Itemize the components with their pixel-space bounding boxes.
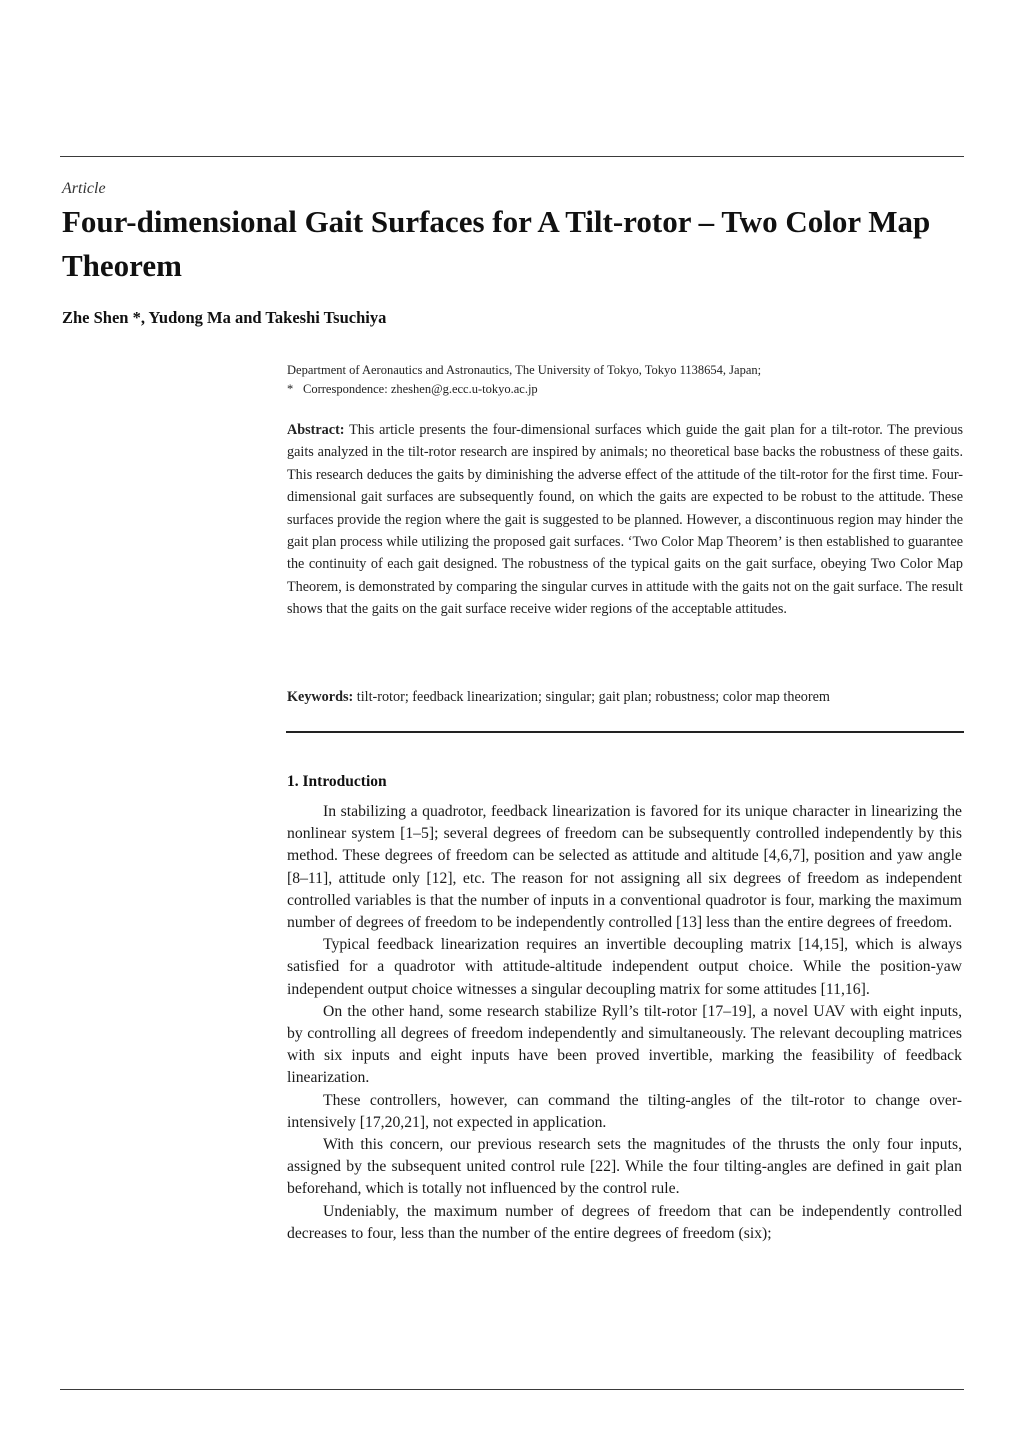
abstract <box>287 419 963 621</box>
affiliation-block <box>287 361 967 399</box>
paragraph: Typical feedback linearization requires an invertible decoupling matrix [14,15], which is always satisfied for a quadrotor with attitude-altitude independent output choice. While the position-yaw independent output choice witnesses a singular decoupling matrix for some attitudes [11,16]. <box>287 936 962 998</box>
correspondence-email: Correspondence: zheshen@g.ecc.u-tokyo.ac.jp <box>303 382 538 396</box>
paragraph: Undeniably, the maximum number of degrees of freedom that can be independently controlled decreases to four, less than the number of the entire degrees of freedom (six); <box>287 1202 962 1242</box>
correspondence <box>287 380 967 399</box>
article-type-label: Article <box>62 180 106 197</box>
keywords-divider <box>286 731 964 733</box>
author-list: Zhe Shen *, Yudong Ma and Takeshi Tsuchiya <box>62 308 387 327</box>
section-heading: 1. Introduction <box>287 773 387 790</box>
paragraph: With this concern, our previous research sets the magnitudes of the thrusts the only four inputs, assigned by the subsequent united control rule [22]. While the four tilting-angles are defined in gait plan beforehand, which is totally not influenced by the control rule. <box>287 1136 962 1198</box>
paragraph: In stabilizing a quadrotor, feedback linearization is favored for its unique character in linearizing the nonlinear system [1–5]; several degrees of freedom can be subsequently controlled independently by this method. These degrees of freedom can be selected as attitude and altitude [4,6,7], position and yaw angle [8–11], attitude only [12], etc. The reason for not assigning all six degrees of freedom as independent controlled variables is that the number of inputs in a conventional quadrotor is four, marking the maximum number of degrees of freedom to be independently controlled [13] less than the entire degrees of freedom. <box>287 803 962 932</box>
footer-rule <box>60 1389 964 1390</box>
keywords-text: tilt-rotor; feedback linearization; singular; gait plan; robustness; color map theorem <box>356 689 830 705</box>
paragraph: On the other hand, some research stabilize Ryll’s tilt-rotor [17–19], a novel UAV with eight inputs, by controlling all degrees of freedom independently and simultaneously. The relevant decoupling matrices with six inputs and eight inputs have been proved invertible, marking the feasibility of feedback linearization. <box>287 1002 962 1087</box>
keywords <box>287 686 967 708</box>
keywords-label: Keywords: <box>287 689 354 705</box>
paragraph: These controllers, however, can command the tilting-angles of the tilt-rotor to change over-intensively [17,20,21], not expected in application. <box>287 1091 962 1131</box>
abstract-text: This article presents the four-dimensional surfaces which guide the gait plan for a tilt-rotor. The previous gaits analyzed in the tilt-rotor research are inspired by animals; no theoretical base backs the robustness of these gaits. This research deduces the gaits by diminishing the adverse effect of the attitude of the tilt-rotor for the first time. Four-dimensional gait surfaces are subsequently found, on which the gaits are expected to be robust to the attitude. These surfaces provide the region where the gait is suggested to be planned. However, a discontinuous region may hinder the gait plan process while utilizing the proposed gait surfaces. ‘Two Color Map Theorem’ is then established to guarantee the continuity of each gait designed. The robustness of the typical gaits on the gait surface, obeying Two Color Map Theorem, is demonstrated by comparing the singular curves in attitude with the gaits not on the gait surface. The result shows that the gaits on the gait surface receive wider regions of the acceptable attitudes. <box>287 422 963 618</box>
section-body <box>287 801 962 1245</box>
header-rule <box>60 156 964 157</box>
affiliation: Department of Aeronautics and Astronautics, The University of Tokyo, Tokyo 1138654, Japan; <box>287 363 762 377</box>
paper-title: Four-dimensional Gait Surfaces for A Tilt-rotor – Two Color Map Theorem <box>62 204 931 283</box>
abstract-label: Abstract: <box>287 422 345 438</box>
correspondence-marker: * <box>287 382 294 396</box>
